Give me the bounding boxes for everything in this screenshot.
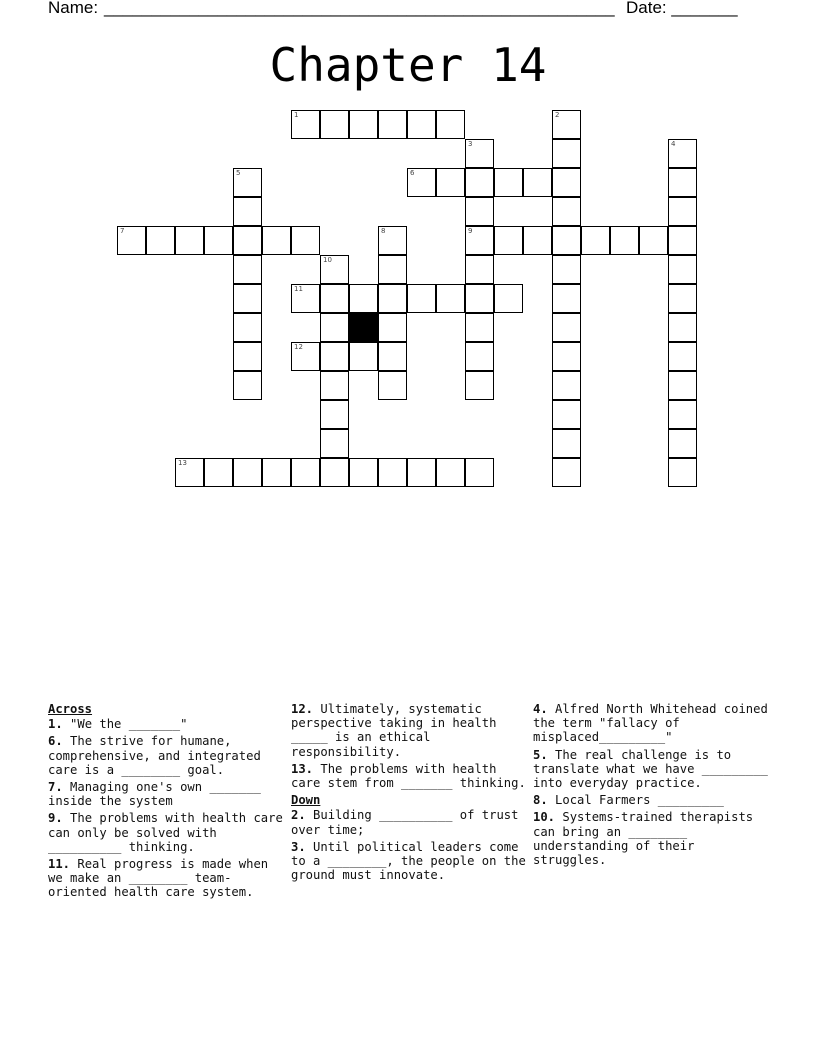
grid-cell[interactable] [233, 458, 262, 487]
cell-number: 8 [381, 227, 386, 235]
grid-cell[interactable] [552, 168, 581, 197]
name-field[interactable]: ______________________________________________________ [104, 0, 615, 17]
cell-number: 9 [468, 227, 473, 235]
grid-cell[interactable] [233, 197, 262, 226]
grid-cell[interactable] [233, 313, 262, 342]
grid-cell[interactable] [668, 342, 697, 371]
grid-cell[interactable] [349, 342, 378, 371]
cell-number: 10 [323, 256, 332, 264]
date-label: Date: [626, 0, 667, 17]
grid-cell[interactable] [552, 197, 581, 226]
grid-cell[interactable] [552, 429, 581, 458]
grid-cell[interactable] [204, 458, 233, 487]
grid-cell[interactable] [465, 168, 494, 197]
grid-cell[interactable] [378, 284, 407, 313]
clue-across-9: 9. The problems with health care can only be solved with __________ thinking. [48, 811, 283, 854]
grid-cell[interactable] [552, 400, 581, 429]
cell-number: 13 [178, 459, 187, 467]
cell-number: 6 [410, 169, 415, 177]
grid-cell[interactable] [320, 342, 349, 371]
grid-cell[interactable] [291, 110, 320, 139]
grid-cell[interactable] [320, 255, 349, 284]
grid-cell[interactable] [436, 110, 465, 139]
cell-number: 2 [555, 111, 560, 119]
grid-cell[interactable] [552, 110, 581, 139]
grid-cell[interactable] [552, 255, 581, 284]
grid-cell[interactable] [668, 226, 697, 255]
grid-cell[interactable] [320, 284, 349, 313]
grid-cell[interactable] [320, 458, 349, 487]
grid-cell[interactable] [378, 110, 407, 139]
cell-number: 11 [294, 285, 303, 293]
grid-cell[interactable] [117, 226, 146, 255]
grid-cell[interactable] [552, 284, 581, 313]
crossword-grid [0, 0, 816, 500]
grid-cell[interactable] [465, 371, 494, 400]
grid-cell[interactable] [494, 168, 523, 197]
grid-cell[interactable] [291, 458, 320, 487]
clue-down-4: 4. Alfred North Whitehead coined the term "fallacy of misplaced_________" [533, 702, 768, 745]
grid-cell[interactable] [668, 429, 697, 458]
clue-down-5: 5. The real challenge is to translate what we have _________ into everyday practice. [533, 747, 768, 791]
grid-cell[interactable] [610, 226, 639, 255]
grid-cell[interactable] [465, 197, 494, 226]
grid-cell[interactable] [436, 458, 465, 487]
grid-cell[interactable] [494, 226, 523, 255]
grid-cell[interactable] [349, 284, 378, 313]
clue-across-13: 13. The problems with health care stem from _______ thinking. [291, 761, 526, 791]
grid-cell[interactable] [233, 255, 262, 284]
clues-column-1 [48, 702, 284, 903]
grid-cell[interactable] [407, 110, 436, 139]
clue-across-11: 11. Real progress is made when we make an ________ team-oriented health care system. [48, 857, 269, 900]
clue-down-3: 3. Until political leaders come to a ________, the people on the ground must innovate. [291, 839, 526, 883]
date-field[interactable]: _______ [671, 0, 738, 17]
grid-cell[interactable] [523, 226, 552, 255]
grid-cell[interactable] [465, 313, 494, 342]
grid-cell[interactable] [465, 226, 494, 255]
grid-cell[interactable] [320, 110, 349, 139]
grid-cell[interactable] [668, 284, 697, 313]
grid-cell[interactable] [320, 400, 349, 429]
grid-cell[interactable] [378, 313, 407, 342]
grid-cell[interactable] [407, 284, 436, 313]
grid-cell[interactable] [407, 458, 436, 487]
grid-cell[interactable] [465, 342, 494, 371]
across-heading: Across [48, 702, 93, 716]
grid-cell[interactable] [175, 226, 204, 255]
grid-cell[interactable] [291, 342, 320, 371]
grid-cell[interactable] [291, 226, 320, 255]
clue-across-1: 1. "We the _______" [48, 717, 188, 732]
grid-cell[interactable] [378, 255, 407, 284]
grid-cell[interactable] [668, 139, 697, 168]
clues-column-2 [291, 702, 527, 885]
cell-number: 4 [671, 140, 676, 148]
down-heading: Down [291, 793, 321, 808]
grid-cell[interactable] [465, 284, 494, 313]
grid-cell[interactable] [552, 342, 581, 371]
grid-cell[interactable] [349, 110, 378, 139]
grid-cell[interactable] [378, 371, 407, 400]
grid-cell[interactable] [639, 226, 668, 255]
name-label: Name: [48, 0, 99, 17]
grid-cell[interactable] [233, 342, 262, 371]
grid-cell[interactable] [668, 313, 697, 342]
grid-cell[interactable] [233, 284, 262, 313]
grid-cell[interactable] [552, 371, 581, 400]
grid-cell[interactable] [320, 313, 349, 342]
grid-cell[interactable] [320, 371, 349, 400]
grid-cell[interactable] [494, 284, 523, 313]
grid-cell[interactable] [552, 458, 581, 487]
black-square [349, 313, 378, 342]
grid-cell[interactable] [146, 226, 175, 255]
grid-cell[interactable] [552, 313, 581, 342]
cell-number: 1 [294, 111, 299, 119]
cell-number: 3 [468, 140, 473, 148]
grid-cell[interactable] [262, 226, 291, 255]
grid-cell[interactable] [465, 255, 494, 284]
cell-number: 12 [294, 343, 303, 351]
grid-cell[interactable] [233, 226, 262, 255]
grid-cell[interactable] [668, 255, 697, 284]
grid-cell[interactable] [378, 342, 407, 371]
clue-across-6: 6. The strive for humane, comprehensive, and integrated care is a ________ goal. [48, 734, 261, 777]
grid-cell[interactable] [291, 284, 320, 313]
clue-across-12: 12. Ultimately, systematic perspective taking in health _____ is an ethical responsibility. [291, 702, 497, 759]
grid-cell[interactable] [233, 371, 262, 400]
grid-cell[interactable] [233, 168, 262, 197]
clues-column-3 [533, 702, 769, 870]
grid-cell[interactable] [465, 139, 494, 168]
grid-cell[interactable] [349, 458, 378, 487]
cell-number: 5 [236, 169, 241, 177]
grid-cell[interactable] [668, 371, 697, 400]
grid-cell[interactable] [378, 226, 407, 255]
clue-across-7: 7. Managing one's own _______ inside the system [48, 780, 261, 809]
page-title: Chapter 14 [269, 38, 547, 92]
grid-cell[interactable] [436, 168, 465, 197]
grid-cell[interactable] [262, 458, 291, 487]
grid-cell[interactable] [668, 458, 697, 487]
grid-cell[interactable] [668, 197, 697, 226]
clue-down-2: 2. Building __________ of trust over time; [291, 808, 519, 837]
grid-cell[interactable] [523, 168, 552, 197]
clue-down-10: 10. Systems-trained therapists can bring an ________ understanding of their struggles. [533, 810, 754, 868]
grid-cell[interactable] [436, 284, 465, 313]
grid-cell[interactable] [581, 226, 610, 255]
grid-cell[interactable] [378, 458, 407, 487]
grid-cell[interactable] [320, 429, 349, 458]
grid-cell[interactable] [407, 168, 436, 197]
grid-cell[interactable] [552, 139, 581, 168]
grid-cell[interactable] [668, 168, 697, 197]
cell-number: 7 [120, 227, 125, 235]
clue-down-8: 8. Local Farmers _________ [533, 793, 724, 808]
grid-cell[interactable] [465, 458, 494, 487]
grid-cell[interactable] [552, 226, 581, 255]
grid-cell[interactable] [668, 400, 697, 429]
grid-cell[interactable] [175, 458, 204, 487]
grid-cell[interactable] [204, 226, 233, 255]
